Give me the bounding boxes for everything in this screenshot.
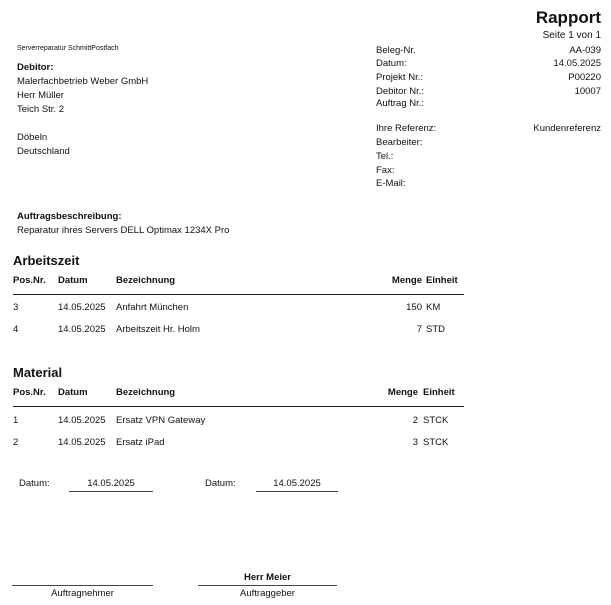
tel-label: Tel.: xyxy=(376,151,394,162)
debitor-company: Malerfachbetrieb Weber GmbH xyxy=(17,76,149,87)
row-menge: 7 xyxy=(416,324,422,335)
sign-date-line-left xyxy=(69,491,153,492)
row-menge: 3 xyxy=(412,437,418,448)
projekt-value: P00220 xyxy=(568,72,601,83)
col-bez-header: Bezeichnung xyxy=(116,275,176,286)
debitor-contact: Herr Müller xyxy=(17,90,64,101)
sign-date-value-right: 14.05.2025 xyxy=(273,478,321,489)
debitor-nr-label: Debitor Nr.: xyxy=(376,86,425,97)
arbeitszeit-header-rule xyxy=(13,294,464,295)
datum-label: Datum: xyxy=(376,58,407,69)
beleg-label: Beleg-Nr. xyxy=(376,45,416,56)
description-text: Reparatur ihres Servers DELL Optimax 1234X Pro xyxy=(17,225,230,236)
col-einheit-header: Einheit xyxy=(423,387,455,398)
signature-role-right: Auftraggeber xyxy=(240,588,295,599)
page-info: Seite 1 von 1 xyxy=(542,30,601,41)
bearbeiter-label: Bearbeiter: xyxy=(376,137,423,148)
debitor-city: Döbeln xyxy=(17,132,48,143)
col-datum-header: Datum xyxy=(58,275,88,286)
fax-label: Fax: xyxy=(376,165,395,176)
signature-role-left: Auftragnehmer xyxy=(51,588,114,599)
row-bez: Ersatz iPad xyxy=(116,437,165,448)
debitor-nr-value: 10007 xyxy=(574,86,601,97)
row-datum: 14.05.2025 xyxy=(58,437,106,448)
projekt-label: Projekt Nr.: xyxy=(376,72,423,83)
col-pos-header: Pos.Nr. xyxy=(13,275,46,286)
signature-name-right: Herr Meier xyxy=(244,572,291,583)
row-bez: Anfahrt München xyxy=(116,302,189,313)
datum-value: 14.05.2025 xyxy=(553,58,601,69)
row-pos: 2 xyxy=(13,437,19,448)
sign-date-value-left: 14.05.2025 xyxy=(87,478,135,489)
sign-date-label-left: Datum: xyxy=(19,478,50,489)
sender-line: Serverreparatur SchmittPostfach xyxy=(17,45,119,52)
col-bez-header: Bezeichnung xyxy=(116,387,176,398)
beleg-value: AA-039 xyxy=(569,45,601,56)
col-menge-header: Menge xyxy=(387,387,418,398)
row-bez: Ersatz VPN Gateway xyxy=(116,415,206,426)
row-datum: 14.05.2025 xyxy=(58,302,106,313)
auftrag-label: Auftrag Nr.: xyxy=(376,98,425,109)
col-einheit-header: Einheit xyxy=(426,275,458,286)
email-label: E-Mail: xyxy=(376,178,406,189)
row-menge: 2 xyxy=(412,415,418,426)
description-block xyxy=(17,210,229,238)
row-pos: 3 xyxy=(13,302,19,313)
document-title: Rapport xyxy=(535,8,601,27)
row-pos: 1 xyxy=(13,415,19,426)
sign-date-label-right: Datum: xyxy=(205,478,236,489)
description-label: Auftragsbeschreibung: xyxy=(17,211,122,222)
col-datum-header: Datum xyxy=(58,387,88,398)
col-menge-header: Menge xyxy=(391,275,422,286)
row-datum: 14.05.2025 xyxy=(58,324,106,335)
row-einheit: STCK xyxy=(423,437,449,448)
material-heading: Material xyxy=(13,365,63,380)
debitor-label: Debitor: xyxy=(17,62,54,73)
material-header-rule xyxy=(13,406,464,407)
signature-line-left xyxy=(12,585,153,586)
referenz-value: Kundenreferenz xyxy=(533,123,601,134)
row-datum: 14.05.2025 xyxy=(58,415,106,426)
row-einheit: STCK xyxy=(423,415,449,426)
debitor-country: Deutschland xyxy=(17,146,70,157)
row-einheit: STD xyxy=(426,324,445,335)
row-menge: 150 xyxy=(406,302,422,313)
row-pos: 4 xyxy=(13,324,19,335)
debitor-street: Teich Str. 2 xyxy=(17,104,64,115)
row-bez: Arbeitszeit Hr. Holm xyxy=(116,324,200,335)
referenz-label: Ihre Referenz: xyxy=(376,123,437,134)
sign-date-line-right xyxy=(256,491,338,492)
arbeitszeit-heading: Arbeitszeit xyxy=(13,253,80,268)
debitor-block xyxy=(17,61,148,159)
row-einheit: KM xyxy=(426,302,441,313)
signature-line-right xyxy=(198,585,337,586)
col-pos-header: Pos.Nr. xyxy=(13,387,46,398)
